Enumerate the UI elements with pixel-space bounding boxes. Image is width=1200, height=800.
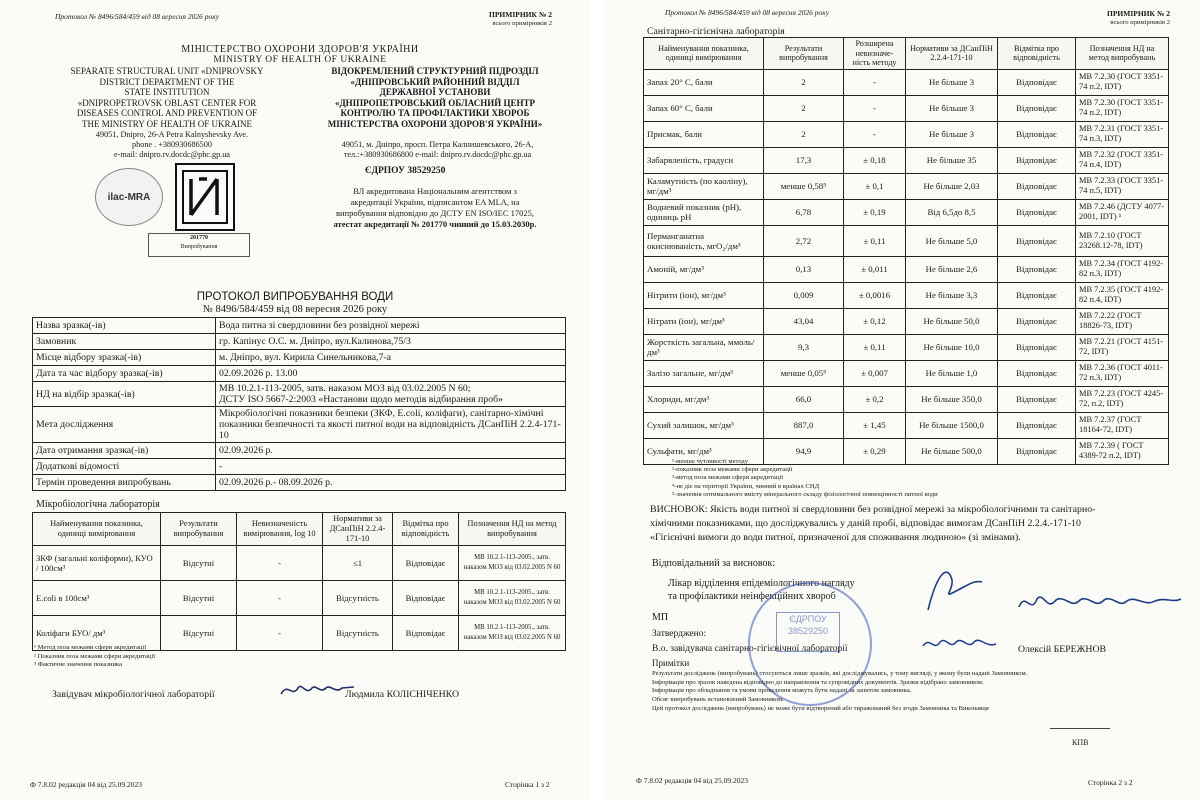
result-value: 94,9	[764, 438, 844, 464]
table-row	[644, 360, 1169, 386]
ua-line: КОНТРОЛЮ ТА ПРОФІЛАКТИКИ ХВОРОБ	[340, 108, 530, 118]
note-line: Інформація про обладнання та умови проведення можуть бути надані за запитом замовника.	[652, 687, 912, 695]
indicator-name: Нітрати (іон), мг/дм³	[644, 308, 764, 334]
table-row	[644, 69, 1169, 95]
sanitary-results-table	[643, 37, 1169, 465]
row-label: НД на відбір зразка(-ів)	[33, 382, 216, 407]
result-value: 2	[764, 121, 844, 147]
indicator-name: Жорсткість загальна, ммоль/ дм³	[644, 334, 764, 360]
accreditation-line: акредитації України, підписантом EA MLA, на	[350, 197, 520, 207]
compliance-mark: Відповідає	[998, 199, 1076, 225]
uncertainty-value: ± 0,1	[844, 173, 906, 199]
copy-label-block	[489, 10, 552, 28]
uncertainty-value: -	[844, 69, 906, 95]
copies-label: всього примірників 2	[1110, 19, 1170, 26]
signature-doctor-icon	[918, 560, 988, 615]
col-header: Невизначеність вимірювання, log 10	[237, 513, 323, 546]
ilac-logo-text: ilac-MRA	[107, 191, 151, 203]
en-line: DISEASES CONTROL AND PREVENTION OF	[76, 108, 258, 118]
indicator-name: Коліфаги БУО/ дм³	[33, 616, 161, 651]
accreditation-line: атестат акредитації № 201770 чинний до 15.03.2030р.	[333, 219, 537, 229]
ministry-title-en: MINISTRY OF HEALTH OF UKRAINE	[213, 55, 387, 65]
uncertainty-value: ± 0,007	[844, 360, 906, 386]
sample-label: ПРИМІРНИК № 2	[489, 10, 552, 19]
table-row	[33, 382, 566, 407]
compliance-mark: Відповідає	[998, 225, 1076, 256]
row-value: МВ 10.2.1-113-2005, затв. наказом МОЗ від 03.02.2005 N 60; ДСТУ ISO 5667-2:2003 «Настанови щодо методів відбирання проб»	[216, 382, 566, 407]
institution-name-ua	[300, 66, 570, 129]
en-line: «DNIPROPETROVSK OBLAST CENTER FOR	[77, 97, 257, 108]
col-header: Відмітка про відповідність	[393, 513, 459, 546]
approver-name: Олексій БЕРЕЖНОВ	[1018, 644, 1107, 655]
row-value: гр. Капінус О.С. м. Дніпро, вул.Калинова,75/3	[216, 334, 566, 350]
uncertainty-value: -	[237, 546, 323, 581]
result-value: 17,3	[764, 147, 844, 173]
norm-value: Не більше 1,0	[906, 360, 998, 386]
uncertainty-value: ± 0,29	[844, 438, 906, 464]
compliance-mark: Відповідає	[998, 256, 1076, 282]
protocol-number: № 8496/584/459 від 08 вересня 2026 року	[202, 304, 388, 315]
ministry-title: МІНІСТЕРСТВО ОХОРОНИ ЗДОРОВ'Я УКРАЇНИ	[181, 44, 419, 55]
approver-role: В.о. завідувача санітарно-гігієнічної лабораторії	[652, 644, 848, 654]
result-value: 0,13	[764, 256, 844, 282]
row-value: -	[216, 459, 566, 475]
compliance-mark: Відповідає	[998, 147, 1076, 173]
table-header-row	[644, 38, 1169, 70]
edrpou-code: ЄДРПОУ 38529250	[365, 166, 446, 176]
copy-label-block	[1107, 9, 1170, 27]
result-value: 43,04	[764, 308, 844, 334]
method-reference: МВ 7.2.32 (ГОСТ 3351-74 п.4, IDT)	[1076, 147, 1169, 173]
conclusion-line: хімічними показниками, що досліджувались у даній пробі, відповідає вимогам ДСанПіН 2.2.4.-171-10	[650, 518, 1081, 529]
kpv-rule	[1050, 728, 1110, 729]
page-gutter	[590, 0, 605, 800]
norm-value: ≤1	[323, 546, 393, 581]
uncertainty-value: ± 0,11	[844, 334, 906, 360]
sanitary-footnotes	[672, 458, 938, 499]
indicator-name: Каламутність (по каоліну), мг/дм³	[644, 173, 764, 199]
sanitary-lab-title: Санітарно-гігієнічна лабораторія	[647, 26, 785, 37]
footnote: ³-метод поза межами сфери акредитації	[672, 474, 784, 482]
row-value: Вода питна зі свердловини без розвідної мережі	[216, 318, 566, 334]
form-reference: Ф 7.8.02 редакція 04 від 25.09.2023	[636, 776, 749, 785]
conclusion-line: «Гігієнічні вимоги до води питної, призначеної для споживання людиною» (зі змінами).	[650, 532, 1021, 543]
compliance-mark: Відповідає	[998, 95, 1076, 121]
doctor-line: Лікар відділення епідеміологічного нагляду	[668, 578, 855, 589]
uncertainty-value: ± 0,11	[844, 225, 906, 256]
table-row	[644, 412, 1169, 438]
signature-approver-icon	[920, 632, 1000, 656]
conclusion-line: ВИСНОВОК: Якість води питної зі свердловини без розвідної мережі за мікробіологічними та санітарно-	[650, 504, 1096, 515]
conclusion-block	[650, 503, 1095, 545]
uncertainty-value: -	[844, 121, 906, 147]
signature-name-icon	[1015, 585, 1185, 620]
head-of-lab-name: Людмила КОЛІСНІЧЕНКО	[345, 689, 460, 700]
method-reference: МВ 7.2.33 (ГОСТ 3351-74 п.5, IDT)	[1076, 173, 1169, 199]
row-value: м. Дніпро, вул. Кирила Синельникова,7-а	[216, 350, 566, 366]
col-header: Найменування показника, одиниці вимірювання	[644, 38, 764, 70]
result-value: 0,009	[764, 282, 844, 308]
compliance-mark: Відповідає	[393, 581, 459, 616]
row-value: 02.09.2026 р.	[216, 443, 566, 459]
en-line: STATE INSTITUTION	[124, 87, 210, 97]
norm-value: Не більше 3	[906, 95, 998, 121]
result-value: Відсутні	[161, 581, 237, 616]
result-value: 9,3	[764, 334, 844, 360]
protocol-header-ref: Протокол № 8496/584/459 від 08 вересня 2026 року	[665, 8, 830, 17]
en-email: e-mail: dnipro.rv.docdc@phc.gp.ua	[114, 150, 230, 159]
norm-value: Не більше 1500,0	[906, 412, 998, 438]
note-line: Результати досліджень (випробувань) стосуються лише зразків, які досліджувались, у тому вигляді, у якому були надані Замовником.	[652, 670, 1028, 677]
col-header: Нормативи за ДСанПіН 2.2.4-171-10	[323, 513, 393, 546]
row-label: Місце відбору зразка(-ів)	[33, 350, 216, 366]
table-row	[33, 350, 566, 366]
table-row	[33, 581, 566, 616]
ua-line: МІНІСТЕРСТВА ОХОРОНИ ЗДОРОВ'Я УКРАЇНИ»	[327, 118, 543, 129]
accreditation-line: випробування відповідно до ДСТУ EN ISO/IEC 17025,	[336, 208, 534, 218]
footnote: ²-показник поза межами сфери акредитації	[672, 466, 793, 474]
result-value: 6,78	[764, 199, 844, 225]
norm-value: Не більше 35	[906, 147, 998, 173]
norm-value: Відсутність	[323, 581, 393, 616]
footnote: ² Показник поза межами сфери акредитації	[34, 652, 156, 660]
row-label: Додаткові відомості	[33, 459, 216, 475]
footnote: ³ Фактичне значення показника	[34, 661, 123, 668]
uncertainty-value: ± 0,0016	[844, 282, 906, 308]
row-label: Назва зразка(-ів)	[33, 318, 216, 334]
norm-value: Не більше 50,0	[906, 308, 998, 334]
head-of-lab-label: Завідувач мікробіологічної лабораторії	[52, 689, 215, 700]
method-reference: МВ 7.2.37 (ГОСТ 18164-72, IDT)	[1076, 412, 1169, 438]
result-value: 2,72	[764, 225, 844, 256]
method-reference: МВ 7.2.22 (ГОСТ 18826-73, IDT)	[1076, 308, 1169, 334]
result-value: Відсутні	[161, 546, 237, 581]
indicator-name: Залізо загальне, мг/дм³	[644, 360, 764, 386]
indicator-name: Забарвленість, градуси	[644, 147, 764, 173]
stamp-text: ЄДРПОУ 38529250	[787, 614, 829, 636]
col-header: Результати випробування	[764, 38, 844, 70]
method-reference: МВ 7.2.35 (ГОСТ 4192-82 п.4, IDT)	[1076, 282, 1169, 308]
table-row	[33, 318, 566, 334]
norm-value: Відсутність	[323, 616, 393, 651]
protocol-title: ПРОТОКОЛ ВИПРОБУВАННЯ ВОДИ	[196, 291, 394, 303]
compliance-mark: Відповідає	[998, 438, 1076, 464]
compliance-mark: Відповідає	[998, 282, 1076, 308]
form-reference: Ф 7.8.02 редакція 04 від 25.09.2023	[30, 780, 143, 789]
uncertainty-value: ± 0,2	[844, 386, 906, 412]
en-line: SEPARATE STRUCTURAL UNIT «DNIPROVSKY	[70, 66, 264, 76]
norm-value: Від 6,5до 8,5	[906, 199, 998, 225]
indicator-name: Перманганатна окиснюваність, мгО₂/дм³	[644, 225, 764, 256]
table-row	[644, 147, 1169, 173]
row-value: Мікробіологічні показники безпеки (ЗКФ, E.coli, коліфаги), санітарно-хімічні показники безпечності та якості питної води на відповідність ДСанПіН 2.2.4-171-10	[216, 407, 566, 443]
address-ua-block	[305, 140, 570, 160]
page-number: Сторінка 2 з 2	[1088, 778, 1133, 787]
result-value: 2	[764, 95, 844, 121]
accreditation-mark-icon	[177, 165, 233, 229]
notes-block	[652, 670, 1027, 714]
indicator-name: E.coli в 100см³	[33, 581, 161, 616]
footnote: ¹ Метод поза межами сфери акредитації	[34, 644, 147, 651]
table-row	[644, 334, 1169, 360]
uncertainty-value: -	[237, 581, 323, 616]
norm-value: Не більше 350,0	[906, 386, 998, 412]
sample-info-table	[32, 317, 566, 491]
table-row	[644, 386, 1169, 412]
method-reference: МВ 7.2.23 (ГОСТ 4245-72, п.2, IDT)	[1076, 386, 1169, 412]
method-reference: МВ 7.2.30 (ГОСТ 3351-74 п.2, IDT)	[1076, 95, 1169, 121]
mp-label: МП	[652, 612, 669, 623]
row-label: Дата отримання зразка(-ів)	[33, 443, 216, 459]
compliance-mark: Відповідає	[998, 360, 1076, 386]
compliance-mark: Відповідає	[998, 386, 1076, 412]
norm-value: Не більше 500,0	[906, 438, 998, 464]
indicator-name: Запах 60° С, бали	[644, 95, 764, 121]
ilac-mra-logo	[95, 168, 163, 226]
table-row	[644, 121, 1169, 147]
method-reference: МВ 7.2.39 ( ГОСТ 4389-72 п.2, IDT)	[1076, 438, 1169, 464]
stamp-label: Випробування	[180, 244, 218, 250]
accreditation-statement	[300, 186, 570, 230]
indicator-name: Хлориди, мг/дм³	[644, 386, 764, 412]
ua-line: ВІДОКРЕМЛЕНИЙ СТРУКТУРНИЙ ПІДРОЗДІЛ	[331, 66, 539, 76]
table-header-row	[33, 513, 566, 546]
responsible-label: Відповідальний за висновок:	[652, 558, 776, 569]
method-reference: МВ 7.2.46 (ДСТУ 4077-2001, IDT) ¹	[1076, 199, 1169, 225]
indicator-name: Запах 20° С, бали	[644, 69, 764, 95]
institution-name-en	[32, 66, 302, 129]
indicator-name: Нітрити (іон), мг/дм³	[644, 282, 764, 308]
method-reference: МВ 7.2.10 (ГОСТ 23268.12-78, IDT)	[1076, 225, 1169, 256]
col-header: Позначення НД на метод випробувань	[1076, 38, 1169, 70]
norm-value: Не більше 3,3	[906, 282, 998, 308]
indicator-name: ЗКФ (загальні коліформи), КУО / 100см³	[33, 546, 161, 581]
table-row	[33, 459, 566, 475]
norm-value: Не більше 10,0	[906, 334, 998, 360]
en-line: THE MINISTRY OF HEALTH OF UKRAINE	[81, 118, 253, 129]
en-phone: phone . +380930686500	[132, 140, 212, 149]
uncertainty-value: -	[844, 95, 906, 121]
note-line: Обсяг випробувань встановлений Замовником.	[652, 696, 784, 704]
ua-address: 49051, м. Дніпро, просп. Петра Калнишевського, 26-А,	[341, 140, 534, 149]
footnote: ⁵-значення оптимального вмісту мінерального складу фізіологічної повноцінності питної води	[672, 490, 938, 498]
table-row	[644, 308, 1169, 334]
result-value: 887,0	[764, 412, 844, 438]
uncertainty-value: ± 0,011	[844, 256, 906, 282]
compliance-mark: Відповідає	[393, 546, 459, 581]
ua-line: «ДНІПРОПЕТРОВСЬКИЙ ОБЛАСНИЙ ЦЕНТР	[334, 97, 536, 108]
norm-value: Не більше 2,03	[906, 173, 998, 199]
uncertainty-value: ± 1,45	[844, 412, 906, 438]
table-row	[33, 407, 566, 443]
table-row	[33, 366, 566, 382]
micro-footnotes	[34, 644, 155, 670]
protocol-page-1	[0, 0, 590, 800]
footnote: ⁴-не діє на території України, чинний в країнах СНД	[672, 482, 820, 490]
compliance-mark: Відповідає	[998, 412, 1076, 438]
ua-phone: тел.:+380930686800 e-mail: dnipro.rv.docdc@phc.gp.ua	[343, 150, 532, 159]
page-number: Сторінка 1 з 2	[505, 780, 550, 789]
row-label: Дата та час відбору зразка(-ів)	[33, 366, 216, 382]
method-reference: МВ 7.2.36 (ГОСТ 4011-72 п.3, IDT)	[1076, 360, 1169, 386]
method-reference: МВ 7.2.30 (ГОСТ 3351-74 п.2, IDT)	[1076, 69, 1169, 95]
method-reference: МВ 10.2.1-113-2005., затв. наказом МОЗ від 03.02.2005 N 60	[459, 581, 566, 616]
col-header: Відмітка про відповідність	[998, 38, 1076, 70]
method-reference: МВ 10.2.1-113-2005., затв. наказом МОЗ від 03.02.2005 N 60	[459, 616, 566, 651]
en-line: DISTRICT DEPARTMENT OF THE	[99, 76, 235, 87]
row-value: 02.09.2026 р.- 08.09.2026 р.	[216, 475, 566, 491]
address-en-block	[62, 130, 282, 160]
compliance-mark: Відповідає	[998, 334, 1076, 360]
table-row	[644, 225, 1169, 256]
protocol-header-ref: Протокол № 8496/584/459 від 08 вересня 2026 року	[55, 12, 220, 21]
sample-label: ПРИМІРНИК № 2	[1107, 9, 1170, 18]
indicator-name: Сухий залишок, мг/дм³	[644, 412, 764, 438]
nabu-accreditation-logo	[175, 163, 235, 231]
norm-value: Не більше 3	[906, 69, 998, 95]
method-reference: МВ 10.2.1-113-2005., затв. наказом МОЗ від 03.02.2005 N 60	[459, 546, 566, 581]
table-row	[33, 546, 566, 581]
uncertainty-value: ± 0,18	[844, 147, 906, 173]
method-reference: МВ 7.2.21 (ГОСТ 4151-72, IDT)	[1076, 334, 1169, 360]
kpv-label: КПВ	[1072, 738, 1089, 747]
accreditation-line: ВЛ акредитована Національним агентством з	[353, 186, 517, 196]
compliance-mark: Відповідає	[998, 121, 1076, 147]
compliance-mark: Відповідає	[998, 69, 1076, 95]
norm-value: Не більше 3	[906, 121, 998, 147]
norm-value: Не більше 2,6	[906, 256, 998, 282]
stamp-number: 201770	[190, 235, 208, 241]
row-label: Термін проведення випробувань	[33, 475, 216, 491]
table-row	[33, 475, 566, 491]
indicator-name: Присмак, бали	[644, 121, 764, 147]
result-value: менше 0,05⁵	[764, 360, 844, 386]
copies-label: всього примірників 2	[492, 20, 552, 27]
method-reference: МВ 7.2.34 (ГОСТ 4192-82 п.3, IDT)	[1076, 256, 1169, 282]
approved-label: Затверджено:	[652, 629, 707, 639]
result-value: менше 0,58⁵	[764, 173, 844, 199]
note-line: Цей протокол досліджень (випробувань) не може бути відтворений або тиражований без згоди Замовника та Виконавця	[652, 704, 989, 712]
indicator-name: Амоній, мг/дм³	[644, 256, 764, 282]
col-header: Нормативи за ДСанПіН 2.2.4-171-10	[906, 38, 998, 70]
note-line: Інформація про зразок наведена відповідно до направлення та супровідних документів. Зразки відібрано замовником.	[652, 678, 984, 686]
norm-value: Не більше 5,0	[906, 225, 998, 256]
notes-title: Примітки	[652, 658, 690, 668]
compliance-mark: Відповідає	[998, 308, 1076, 334]
row-label: Замовник	[33, 334, 216, 350]
method-reference: МВ 7.2.31 (ГОСТ 3351-74 п.3, IDT)	[1076, 121, 1169, 147]
table-row	[644, 173, 1169, 199]
row-label: Мета дослідження	[33, 407, 216, 443]
doctor-line: та профілактики неінфекційних хвороб	[668, 591, 836, 602]
table-row	[644, 256, 1169, 282]
row-value: 02.09.2026 р. 13.00	[216, 366, 566, 382]
compliance-mark: Відповідає	[393, 616, 459, 651]
result-value: 66,0	[764, 386, 844, 412]
compliance-mark: Відповідає	[998, 173, 1076, 199]
uncertainty-value: ± 0,12	[844, 308, 906, 334]
result-value: Відсутні	[161, 616, 237, 651]
table-row	[644, 199, 1169, 225]
col-header: Позначення НД на метод випробування	[459, 513, 566, 546]
indicator-name: Сульфати, мг/дм³	[644, 438, 764, 464]
table-row	[644, 282, 1169, 308]
ua-line: «ДНІПРОВСЬКИЙ РАЙОННИЙ ВІДДІЛ	[350, 76, 520, 87]
table-row	[644, 95, 1169, 121]
footnote: ¹-менше чутливості методу	[672, 458, 749, 465]
col-header: Найменування показника, одиниці вимірювання	[33, 513, 161, 546]
uncertainty-value: -	[237, 616, 323, 651]
accreditation-stamp-box	[148, 233, 250, 257]
microbiology-results-table	[32, 512, 566, 651]
en-address: 49051, Dnipro, 26-A Petra Kalnyshevsky Ave.	[95, 130, 249, 139]
col-header: Розширена невизначе-ність методу	[844, 38, 906, 70]
result-value: 2	[764, 69, 844, 95]
table-row	[33, 334, 566, 350]
uncertainty-value: ± 0,19	[844, 199, 906, 225]
col-header: Результати випробування	[161, 513, 237, 546]
indicator-name: Водневий показник (рН), одиниць рН	[644, 199, 764, 225]
micro-lab-title: Мікробіологічна лабораторія	[36, 499, 160, 510]
ua-line: ДЕРЖАВНОЇ УСТАНОВИ	[379, 87, 491, 97]
table-row	[33, 443, 566, 459]
